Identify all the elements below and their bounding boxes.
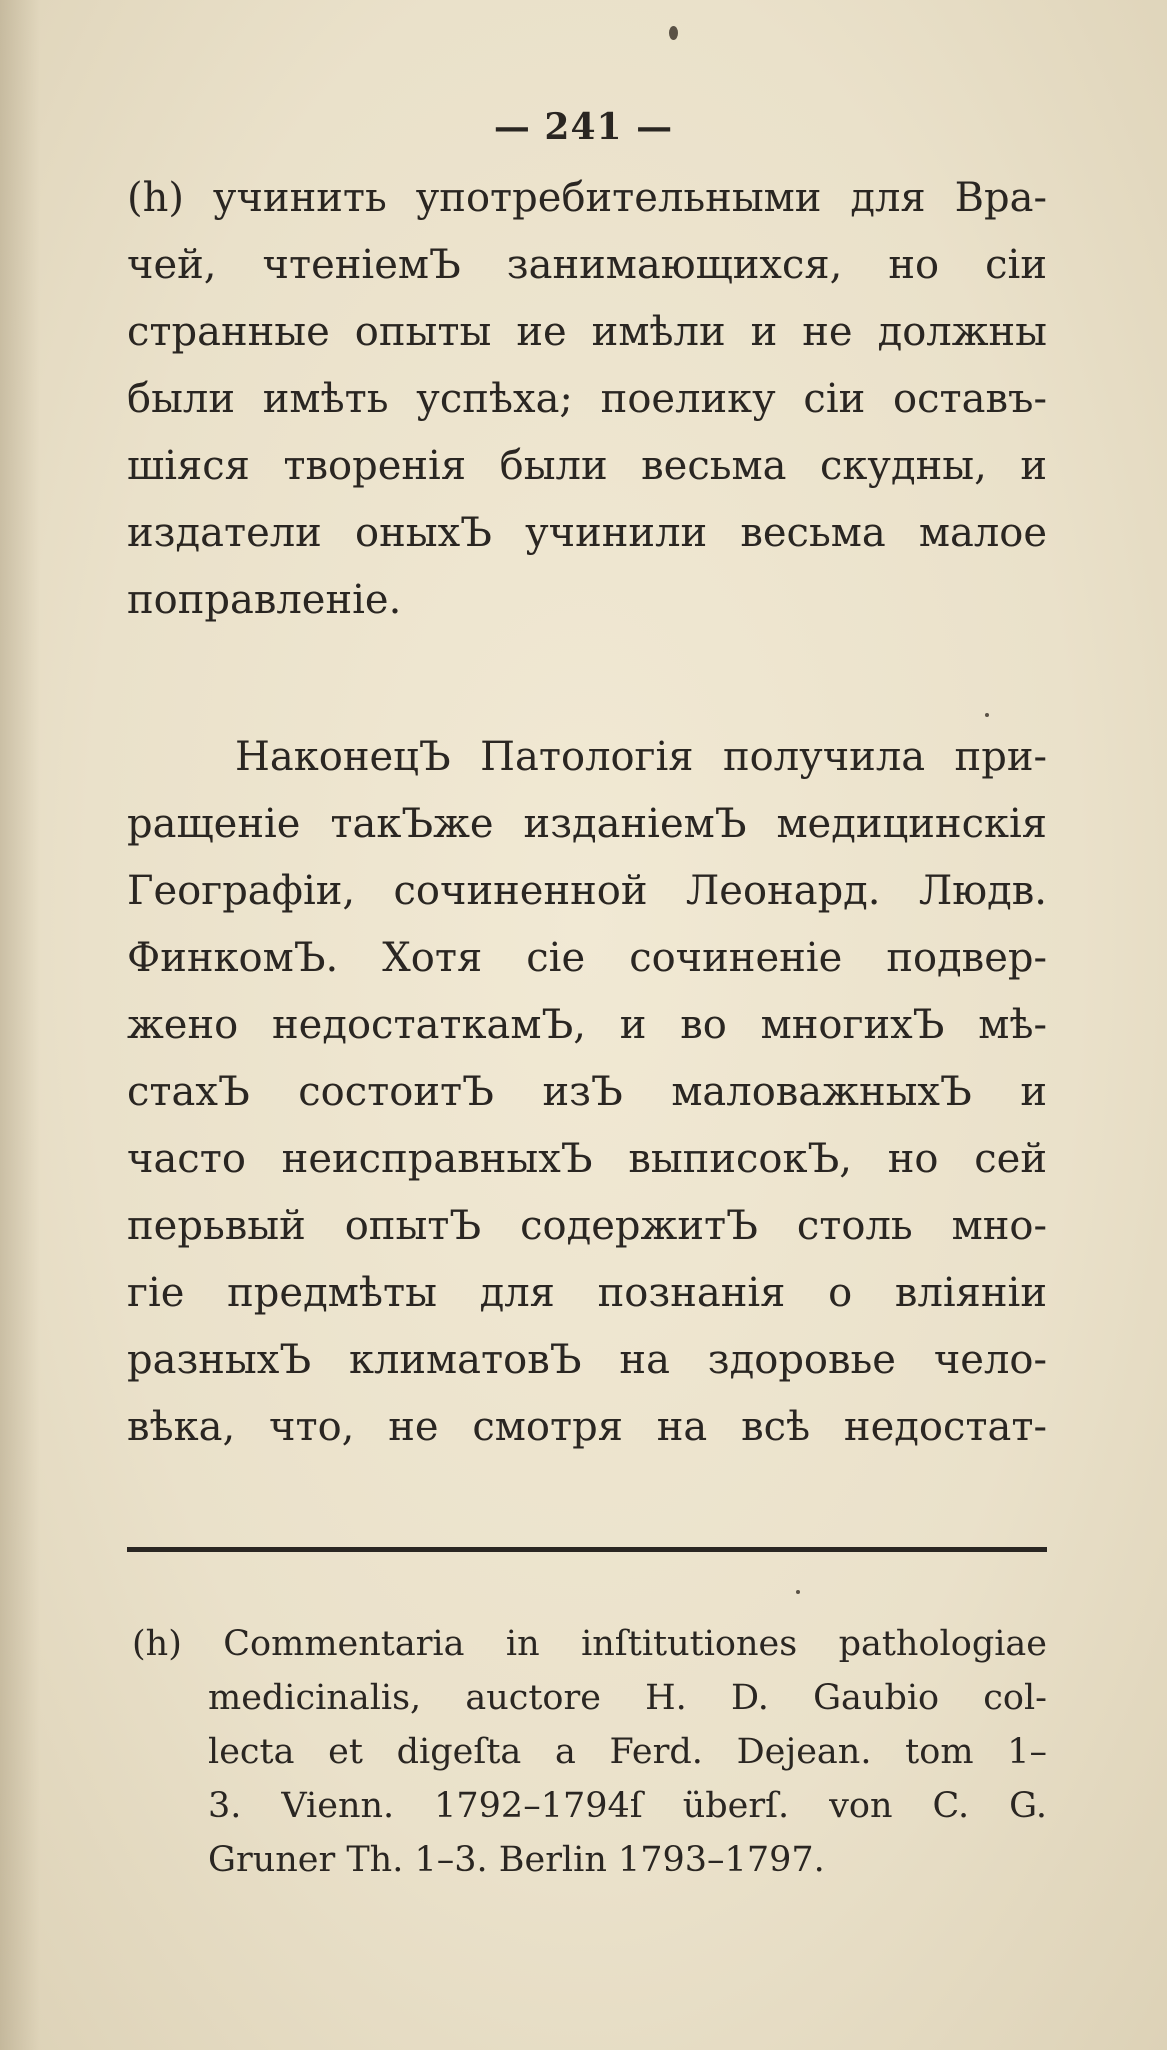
ink-speck [985, 713, 989, 717]
footnote-line: Gruner Th. 1–3. Berlin 1793–1797. [208, 1840, 825, 1880]
text-line: чей, чтенiемЪ занимающихся, но сiи [127, 242, 1047, 288]
text-line: вѣка, что, не смотря на всѣ недостат- [127, 1404, 1047, 1450]
text-line: шiяся творенiя были весьма скудны, и [127, 443, 1047, 489]
text-line: (h) учинить употребительными для Вра- [127, 175, 1047, 221]
text-line: ФинкомЪ. Хотя сiе сочиненiе подвер- [127, 935, 1047, 981]
text-line: поправленiе. [127, 577, 402, 623]
ink-speck [669, 26, 678, 40]
paragraph-pathology [127, 724, 1047, 1461]
ink-speck [796, 1590, 800, 1594]
text-line: жено недостаткамЪ, и во многихЪ мѣ- [127, 1002, 1047, 1048]
text-line: гiе предмѣты для познанiя о влiянiи [127, 1270, 1047, 1316]
text-line: перьвый опытЪ содержитЪ столь мно- [127, 1203, 1047, 1249]
text-line: странные опыты ие имѣли и не должны [127, 309, 1047, 355]
page-gutter-shadow [0, 0, 40, 2050]
text-line: были имѣть успѣха; поелику сiи оставъ- [127, 376, 1047, 422]
text-line: ращенiе такЪже изданiемЪ медицинскiя [127, 801, 1047, 847]
text-line: разныхЪ климатовЪ на здоровье чело- [127, 1337, 1047, 1383]
footnote-line: lecta et digeſta a Ferd. Dejean. tom 1– [208, 1732, 1047, 1772]
footnote-rule [127, 1547, 1047, 1552]
footnote-line: 3. Vienn. 1792–1794ſ überſ. von C. G. [208, 1786, 1047, 1826]
text-line: Географiи, сочиненной Леонард. Людв. [127, 868, 1047, 914]
footnote-line: (h) Commentaria in inſtitutiones pathologiae [132, 1624, 1047, 1664]
footnote-line: medicinalis, auctore H. D. Gaubio col- [208, 1678, 1047, 1718]
page-number: — 241 — [493, 106, 674, 148]
text-line: НаконецЪ Патологiя получила при- [235, 734, 1047, 780]
text-line: стахЪ состоитЪ изЪ маловажныхЪ и [127, 1069, 1047, 1115]
footnote [132, 1617, 1047, 1887]
text-line: часто неисправныхЪ выписокЪ, но сей [127, 1136, 1047, 1182]
text-line: издатели оныхЪ учинили весьма малое [127, 510, 1047, 556]
paragraph-continuation [127, 165, 1047, 634]
